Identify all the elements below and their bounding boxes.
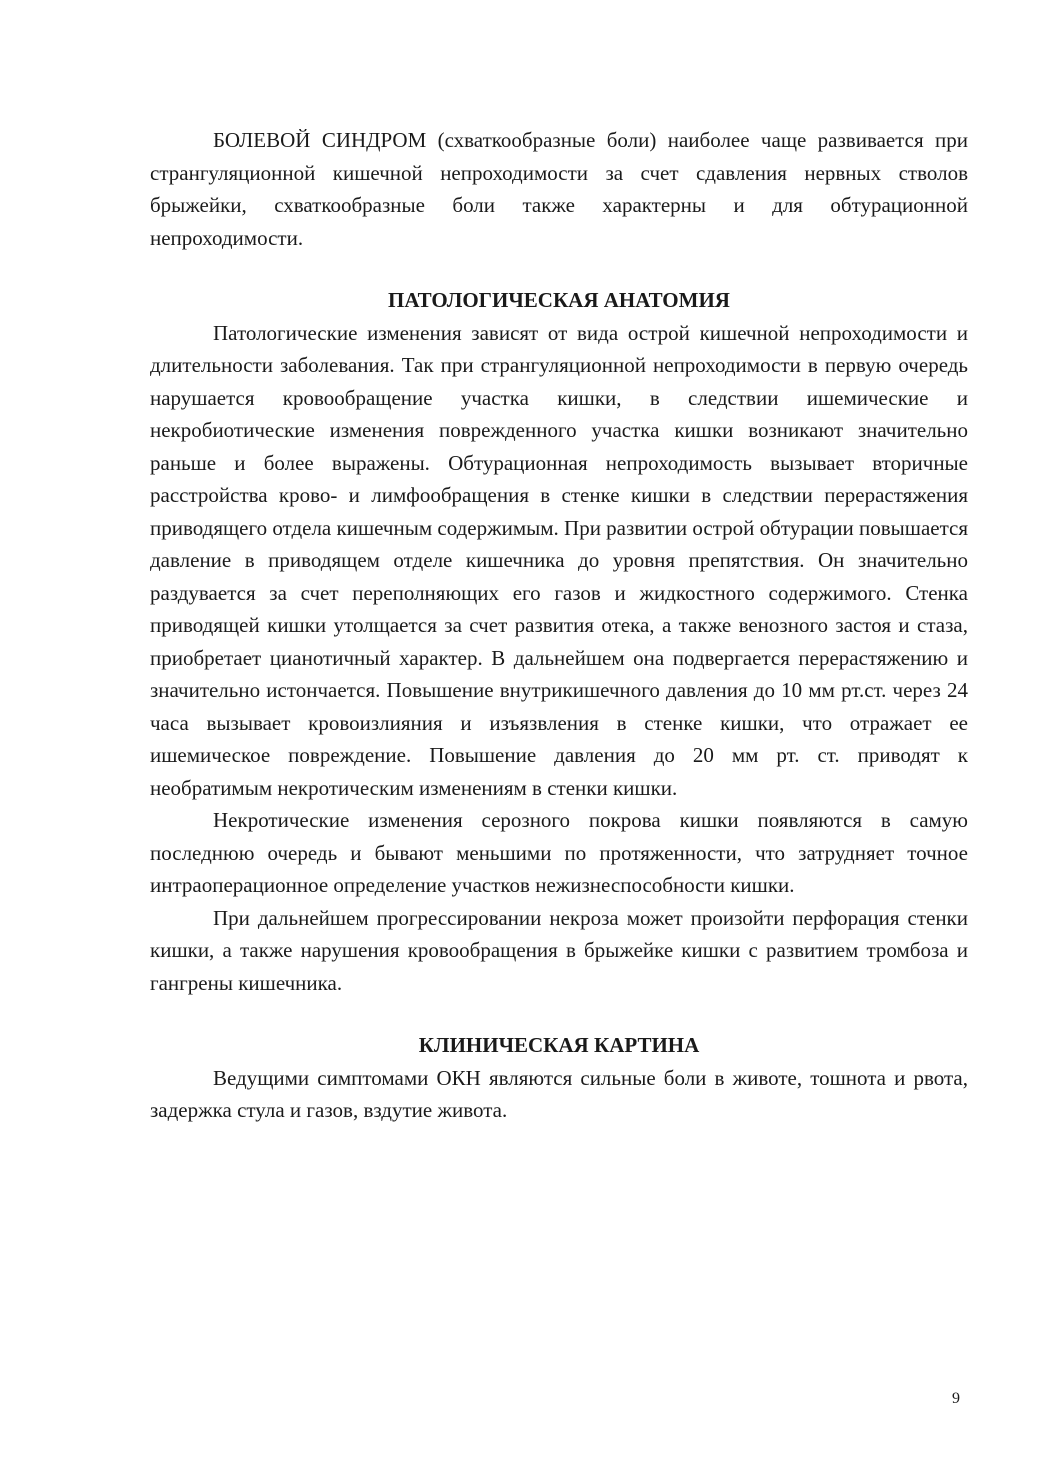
pathology-paragraph-2: Некротические изменения серозного покрова кишки появляются в самую последнюю очередь и бывают меньшими по протяженности, что затрудняет точное интраоперационное определение участков нежизнеспособности кишки. [150,808,968,897]
clinical-paragraph-1: Ведущими симптомами ОКН являются сильные боли в животе, тошнота и рвота, задержка стула и газов, вздутие живота. [150,1065,968,1122]
section-gap [150,999,968,1029]
pathology-paragraph-3: При дальнейшем прогрессировании некроза может произойти перфорация стенки кишки, а также нарушения кровообращения в брыжейке кишки с развитием тромбоза и гангрены кишечника. [150,905,968,995]
section-gap [150,254,968,284]
page-number: 9 [952,1390,960,1407]
pathology-heading: ПАТОЛОГИЧЕСКАЯ АНАТОМИЯ [388,288,730,312]
clinical-heading: КЛИНИЧЕСКАЯ КАРТИНА [418,1033,700,1057]
pathology-paragraph-1: Патологические изменения зависят от вида острой кишечной непроходимости и длительности заболевания. Так при странгуляционной непроходимости в первую очередь нарушается кровообращение участка кишки, в следствии ишемические и некробиотические изменения поврежденного участка кишки возникают значительно раньше и более выражены. Обтурационная непроходимость вызывает вторичные расстройства крово- и лимфообращения в стенке кишки в следствии перерастяжения приводящего отдела кишечным содержимым. При развитии острой обтурации повышается давление в приводящем отделе кишечника до уровня препятствия. Он значительно раздувается за счет переполняющих его газов и жидкостного содержимого. Стенка приводящей кишки утолщается за счет развития отека, а также венозного застоя и стаза, приобретает цианотичный характер. В дальнейшем она подвергается перерастяжению и значительно истончается. Повышение внутрикишечного давления до 10 мм рт.ст. через 24 часа вызывает кровоизлияния и изъязвления в стенке кишки, что отражает ее ишемическое повреждение. Повышение давления до 20 мм рт. ст. приводят к необратимым некротическим изменениям в стенки кишки. [150,320,968,800]
document-page-body [150,124,968,1127]
intro-paragraph: БОЛЕВОЙ СИНДРОМ (схваткообразные боли) наиболее чаще развивается при странгуляционной кишечной непроходимости за счет сдавления нервных стволов брыжейки, схваткообразные боли также характерны и для обтурационной непроходимости. [150,128,968,250]
